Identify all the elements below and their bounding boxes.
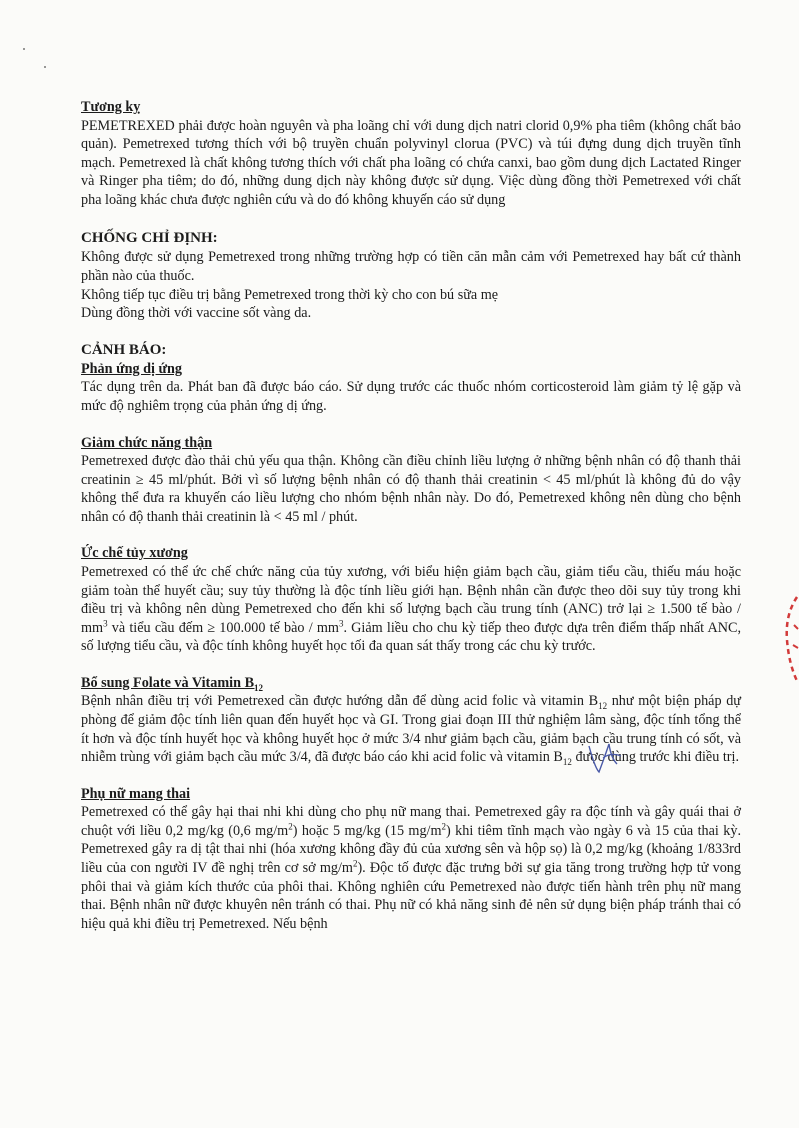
subsection-folate	[81, 674, 741, 767]
subsection-di-ung	[81, 360, 741, 416]
section-tuong-ky	[81, 98, 741, 209]
subsection-body: Pemetrexed được đào thải chủ yếu qua thận. Không cần điều chỉnh liều lượng ở những bệnh nhân có độ thanh thải creatinin ≥ 45 ml/phút. Bởi vì số lượng bệnh nhân có độ thanh thải creatinin < 45 ml/phút là không đủ do vậy không thể đưa ra khuyến cáo liều lượng cho nhóm bệnh nhân này. Do đó, Pemetrexed không nên dùng cho bệnh nhân có độ thanh thải creatinin là < 45 ml / phút.	[81, 453, 741, 525]
subsection-tuy-xuong	[81, 544, 741, 655]
subsection-body: Bệnh nhân điều trị với Pemetrexed cần được hướng dẫn để dùng acid folic và vitamin $B_{12}$ như một biện pháp dự phòng để giảm độc tính liên quan đến huyết học và GI. Trong giai đoạn III thử nghiệm lâm sàng, độc tính tổng thể ít hơn và độc tính huyết học và không huyết học ở mức 3/4 như giảm bạch cầu, giảm bạch cầu trung tính có sốt, và nhiễm trùng với giảm bạch cầu mức 3/4, đã được báo cáo khi acid folic và vitamin $B_{12}$ được dùng trước khi điều trị.	[81, 693, 741, 767]
section-title: Tương kỵ	[81, 99, 141, 115]
scan-speck	[23, 48, 25, 50]
contraindication-line: Không tiếp tục điều trị bằng Pemetrexed trong thời kỳ cho con bú sữa mẹ	[81, 286, 499, 303]
handwritten-initial-mark	[585, 738, 625, 778]
scan-speck	[44, 66, 46, 68]
subsection-title: Ức chế tủy xương	[81, 545, 188, 562]
subsection-mang-thai	[81, 785, 741, 934]
section-title: CHỐNG CHỈ ĐỊNH:	[81, 230, 218, 247]
contraindication-line: Dùng đồng thời với vaccine sốt vàng da.	[81, 305, 312, 322]
subsection-title: Phụ nữ mang thai	[81, 785, 191, 802]
contraindication-line: Không được sử dụng Pemetrexed trong những trường hợp có tiền căn mẫn cảm với Pemetrexed hay bất cứ thành phần nào của thuốc.	[81, 249, 741, 285]
subsection-title: Bổ sung Folate và Vitamin $B_{12}$	[81, 674, 264, 693]
subsection-body: Pemetrexed có thể gây hại thai nhi khi dùng cho phụ nữ mang thai. Pemetrexed gây ra độc tính và gây quái thai ở chuột với liều 0,2 mg/kg (0,6 $mg/m^2$) hoặc 5 mg/kg (15 $mg/m^2$) khi tiêm tĩnh mạch vào ngày 6 và 15 của thai kỳ. Pemetrexed gây ra dị tật thai nhi (hóa xương không đầy đủ của xương sên và hộp sọ) là 0,2 mg/kg (khoảng 1/833rd liều của con người IV đề nghị trên cơ sở $mg/m^2$). Độc tố được đặc trưng bởi sự gia tăng trong trường hợp tử vong phôi thai và giảm kích thước của phôi thai. Không nghiên cứu Pemetrexed nào được tiến hành trên phụ nữ mang thai. Bệnh nhân nữ được khuyên nên tránh có thai. Phụ nữ có khả năng sinh đẻ nên sử dụng biện pháp tránh thai có hiệu quả khi điều trị Pemetrexed. Nếu bệnh	[81, 804, 741, 932]
document-page	[81, 98, 741, 933]
section-body: PEMETREXED phải được hoàn nguyên và pha loãng chỉ với dung dịch natri clorid 0,9% pha tiêm (không chất bảo quản). Pemetrexed tương thích với bộ truyền chuẩn polyvinyl clorua (PVC) và túi đựng dung dịch truyền tĩnh mạch. Pemetrexed là chất không tương thích với chất pha loãng có chứa canxi, bao gồm dung dịch Lactated Ringer và Ringer pha tiêm; do đó, những dung dịch này không được sử dụng. Việc dùng đồng thời Pemetrexed với chất pha loãng khác chưa được nghiên cứu và do đó không khuyến cáo sử dụng	[81, 117, 741, 208]
red-stamp-edge	[781, 595, 799, 685]
subsection-title: Giảm chức năng thận	[81, 434, 213, 451]
subsection-body: Pemetrexed có thể ức chế chức năng của tủy xương, với biểu hiện giảm bạch cầu, giảm tiểu cầu, thiếu máu hoặc giảm toàn thể huyết cầu; suy tủy thường là độc tính liều giới hạn. Bệnh nhân cần được theo dõi suy tủy trong khi điều trị và không nên dùng Pemetrexed cho đến khi số lượng bạch cầu trung tính (ANC) trở lại ≥ 1.500 tế bào / $mm^3$ và tiểu cầu đếm ≥ 100.000 tế bào / $mm^3$. Giảm liều cho chu kỳ tiếp theo được dựa trên điểm thấp nhất ANC, số lượng tiểu cầu, và độc tính không huyết học tối đa quan sát thấy trong các chu kỳ trước.	[81, 563, 742, 655]
section-title: CẢNH BÁO:	[81, 341, 167, 358]
section-canh-bao	[81, 341, 741, 934]
subsection-than	[81, 434, 741, 527]
section-chong-chi-dinh	[81, 229, 741, 322]
subsection-title: Phản ứng dị ứng	[81, 360, 183, 377]
subsection-body: Tác dụng trên da. Phát ban đã được báo cáo. Sử dụng trước các thuốc nhóm corticosteroid làm giảm tỷ lệ gặp và mức độ nghiêm trọng của phản ứng dị ứng.	[81, 379, 741, 414]
